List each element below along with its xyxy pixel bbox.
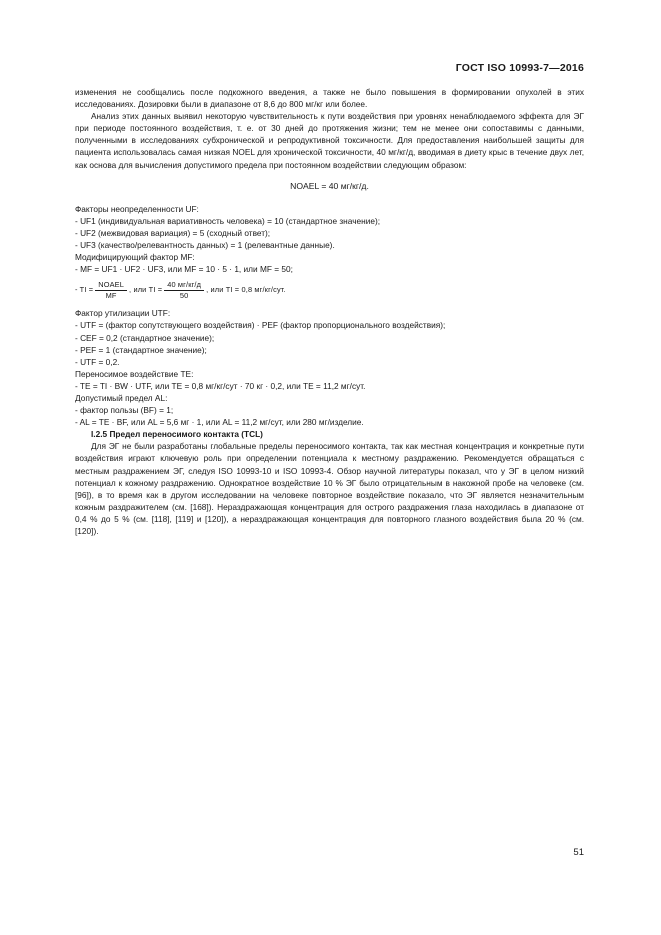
paragraph-tcl: Для ЭГ не были разработаны глобальные пределы переносимого контакта, так как местная концентрация и конкретные пути воздействия играют ключевую роль при определении потенциала к местному раздражению. Рекомендуется обращаться с местным раздражением ЭГ, следуя ISO 10993-10 и ISO 10993-4. Обзор научной литературы показал, что у ЭГ в целом низкий потенциал к кожному раздражению. Однократное воздействие 10 % ЭГ было отрицательным в накожной пробе на человеке (см. [96]), в то время как в другом исследовании на человеке повторное воздействие показало, что ЭГ является незначительным кожным раздражителем (см. [168]). Нераздражающая концентрация для острого раздражения глаза находилась в диапазоне от 0,4 % до 5 % (см. [118], [119] и [120]), а нераздражающая концентрация для повторного глазного воздействия была 20 % (см. [120]). xyxy=(75,441,584,536)
bf-item: - фактор пользы (BF) = 1; xyxy=(75,405,174,416)
ti-denominator-2: 50 xyxy=(179,290,189,300)
ti-numerator-2: 40 мг/кг/д xyxy=(164,280,204,291)
ti-fraction-1 xyxy=(95,280,127,301)
uf-title: Факторы неопределенности UF: xyxy=(75,203,199,214)
utf-value: - UTF = 0,2. xyxy=(75,356,120,367)
uf3-item: - UF3 (качество/релевантность данных) = 1 (релевантные данные). xyxy=(75,240,335,251)
section-heading: I.2.5 Предел переносимого контакта (TCL) xyxy=(91,429,263,440)
mf-title: Модифицирующий фактор MF: xyxy=(75,252,195,263)
utf-item: - UTF = (фактор сопутствующего воздействия) · PEF (фактор пропорционального воздействия); xyxy=(75,320,446,331)
cef-item: - CEF = 0,2 (стандартное значение); xyxy=(75,332,215,343)
paragraph-continuation: изменения не сообщались после подкожного введения, а также не было повышения в формировании опухолей в этих исследованиях. Дозировки были в диапазоне от 8,6 до 800 мг/кг или более. xyxy=(75,87,584,110)
mf-item: - MF = UF1 · UF2 · UF3, или MF = 10 · 5 · 1, или MF = 50; xyxy=(75,264,293,275)
ti-denominator-1: MF xyxy=(105,290,117,300)
document-id-header: ГОСТ ISO 10993-7—2016 xyxy=(455,62,584,74)
page-number: 51 xyxy=(573,847,584,858)
page-content xyxy=(75,86,584,537)
ti-middle: , или TI = xyxy=(129,285,163,295)
uf2-item: - UF2 (межвидовая вариация) = 5 (сходный ответ); xyxy=(75,227,271,238)
paragraph-analysis: Анализ этих данных выявил некоторую чувствительность к пути воздействия при уровнях ненаблюдаемого эффекта для ЭГ при периоде постоянного воздействия, т. е. от 30 дней до протяжения жизни; тем не менее они сопоставимы с данными, полученными в исследованиях субхронической и репродуктивной токсичности. Для предоставления наибольшей защиты для пациента использовалась самая низкая NOEL для хронической токсичности, 40 мг/кг/д, вводимая в диету крыс в течение двух лет, как основа для вычисления допустимого предела при постоянном воздействии следующим образом: xyxy=(75,111,584,170)
formula-noael: NOAEL = 40 мг/кг/д. xyxy=(290,180,369,191)
al-item: - AL = TE · BF, или AL = 5,6 мг · 1, или AL = 11,2 мг/сут, или 280 мг/изделие. xyxy=(75,417,364,428)
al-title: Допустимый предел AL: xyxy=(75,392,168,403)
ti-prefix: - TI = xyxy=(75,285,94,295)
uf1-item: - UF1 (индивидуальная вариативность человека) = 10 (стандартное значение); xyxy=(75,215,381,226)
utf-title: Фактор утилизации UTF: xyxy=(75,308,171,319)
pef-item: - PEF = 1 (стандартное значение); xyxy=(75,344,207,355)
te-title: Переносимое воздействие TE: xyxy=(75,368,194,379)
formula-ti xyxy=(75,275,584,305)
ti-suffix: , или TI = 0,8 мг/кг/сут. xyxy=(206,285,286,295)
ti-numerator-1: NOAEL xyxy=(95,280,127,291)
te-item: - TE = TI · BW · UTF, или TE = 0,8 мг/кг/сут · 70 кг · 0,2, или TE = 11,2 мг/сут. xyxy=(75,380,366,391)
ti-fraction-2 xyxy=(164,280,204,301)
